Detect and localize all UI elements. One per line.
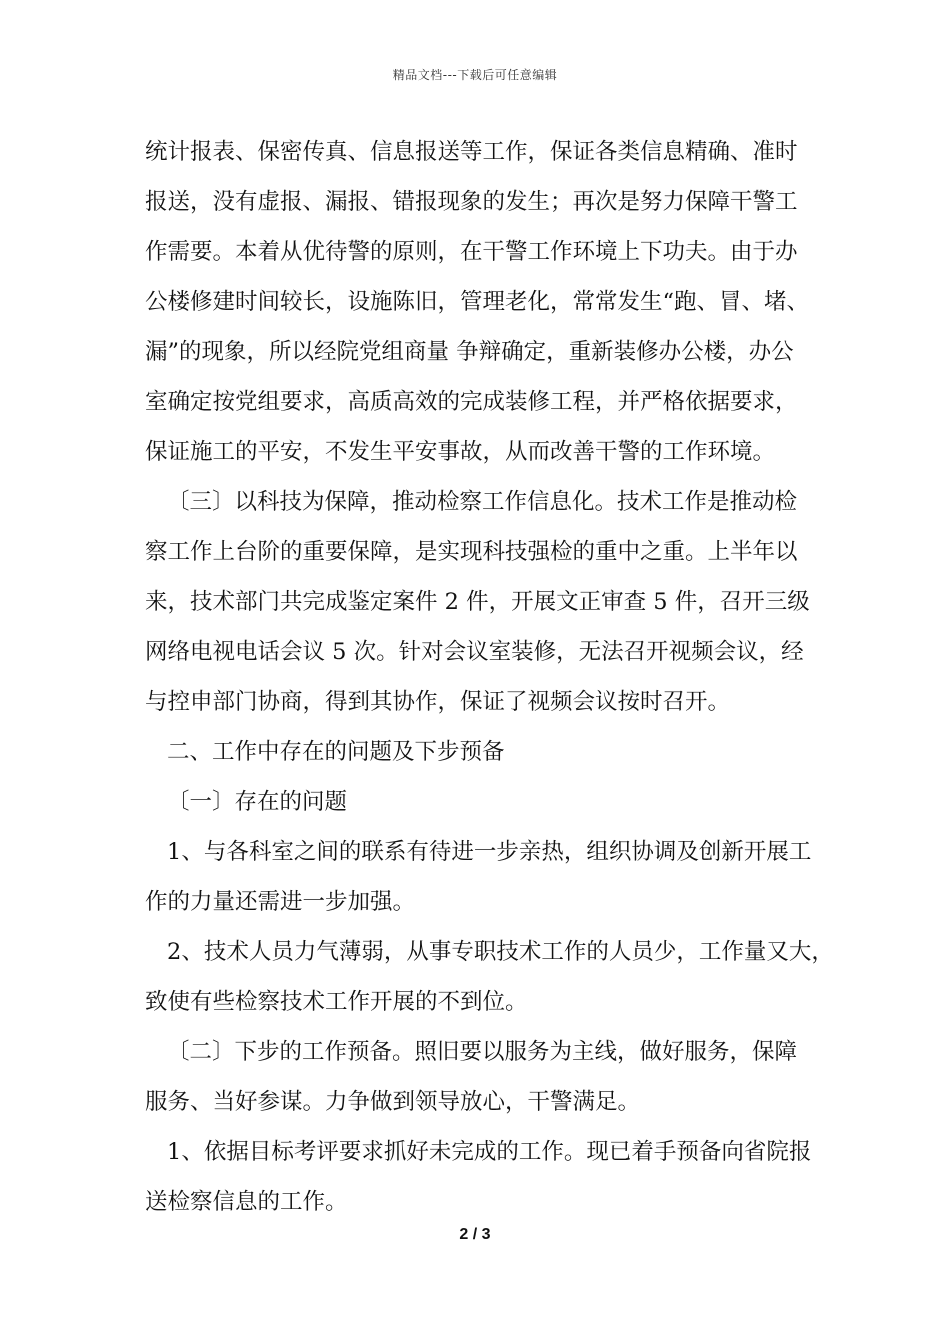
text-line: 〔二〕下步的工作预备。照旧要以服务为主线，做好服务，保障: [167, 1039, 798, 1065]
subsection-heading: 〔一〕存在的问题: [167, 789, 348, 815]
text-line: 2、技术人员力气薄弱，从事专职技术工作的人员少，工作量又大，: [167, 939, 834, 965]
text-line: 网络电视电话会议 5 次。针对会议室装修，无法召开视频会议，经: [145, 639, 804, 665]
text-line: 保证施工的平安，不发生平安事故，从而改善干警的工作环境。: [145, 439, 776, 465]
text-line: 室确定按党组要求，高质高效的完成装修工程，并严格依据要求，: [145, 389, 798, 415]
text-line: 1、与各科室之间的联系有待进一步亲热，组织协调及创新开展工: [167, 839, 812, 865]
text-line: 与控申部门协商，得到其协作，保证了视频会议按时召开。: [145, 689, 731, 715]
text-line: 服务、当好参谋。力争做到领导放心，干警满足。: [145, 1089, 641, 1115]
text-line: 漏”的现象，所以经院党组商量 争辩确定，重新装修办公楼，办公: [145, 339, 794, 365]
text-line: 送检察信息的工作。: [145, 1189, 348, 1215]
text-line: 作需要。本着从优待警的原则，在干警工作环境上下功夫。由于办: [145, 239, 798, 265]
text-line: 作的力量还需进一步加强。: [145, 889, 416, 915]
text-line: 公楼修建时间较长，设施陈旧，管理老化，常常发生“跑、冒、堵、: [145, 289, 810, 315]
text-line: 〔三〕以科技为保障，推动检察工作信息化。技术工作是推动检: [167, 489, 798, 515]
page-number: 2 / 3: [459, 1226, 491, 1243]
text-line: 察工作上台阶的重要保障，是实现科技强检的重中之重。上半年以: [145, 539, 798, 565]
text-line: 致使有些检察技术工作开展的不到位。: [145, 989, 528, 1015]
section-heading: 二、工作中存在的问题及下步预备: [167, 739, 505, 765]
document-body: [145, 127, 833, 1227]
text-line: 统计报表、保密传真、信息报送等工作，保证各类信息精确、准时: [145, 139, 798, 165]
page-header: 精品文档---下载后可任意编辑: [392, 68, 558, 82]
text-line: 来，技术部门共完成鉴定案件 2 件，开展文正审查 5 件，召开三级: [145, 589, 810, 615]
text-line: 报送，没有虚报、漏报、错报现象的发生；再次是努力保障干警工: [145, 189, 798, 215]
text-line: 1、依据目标考评要求抓好未完成的工作。现已着手预备向省院报: [167, 1139, 812, 1165]
